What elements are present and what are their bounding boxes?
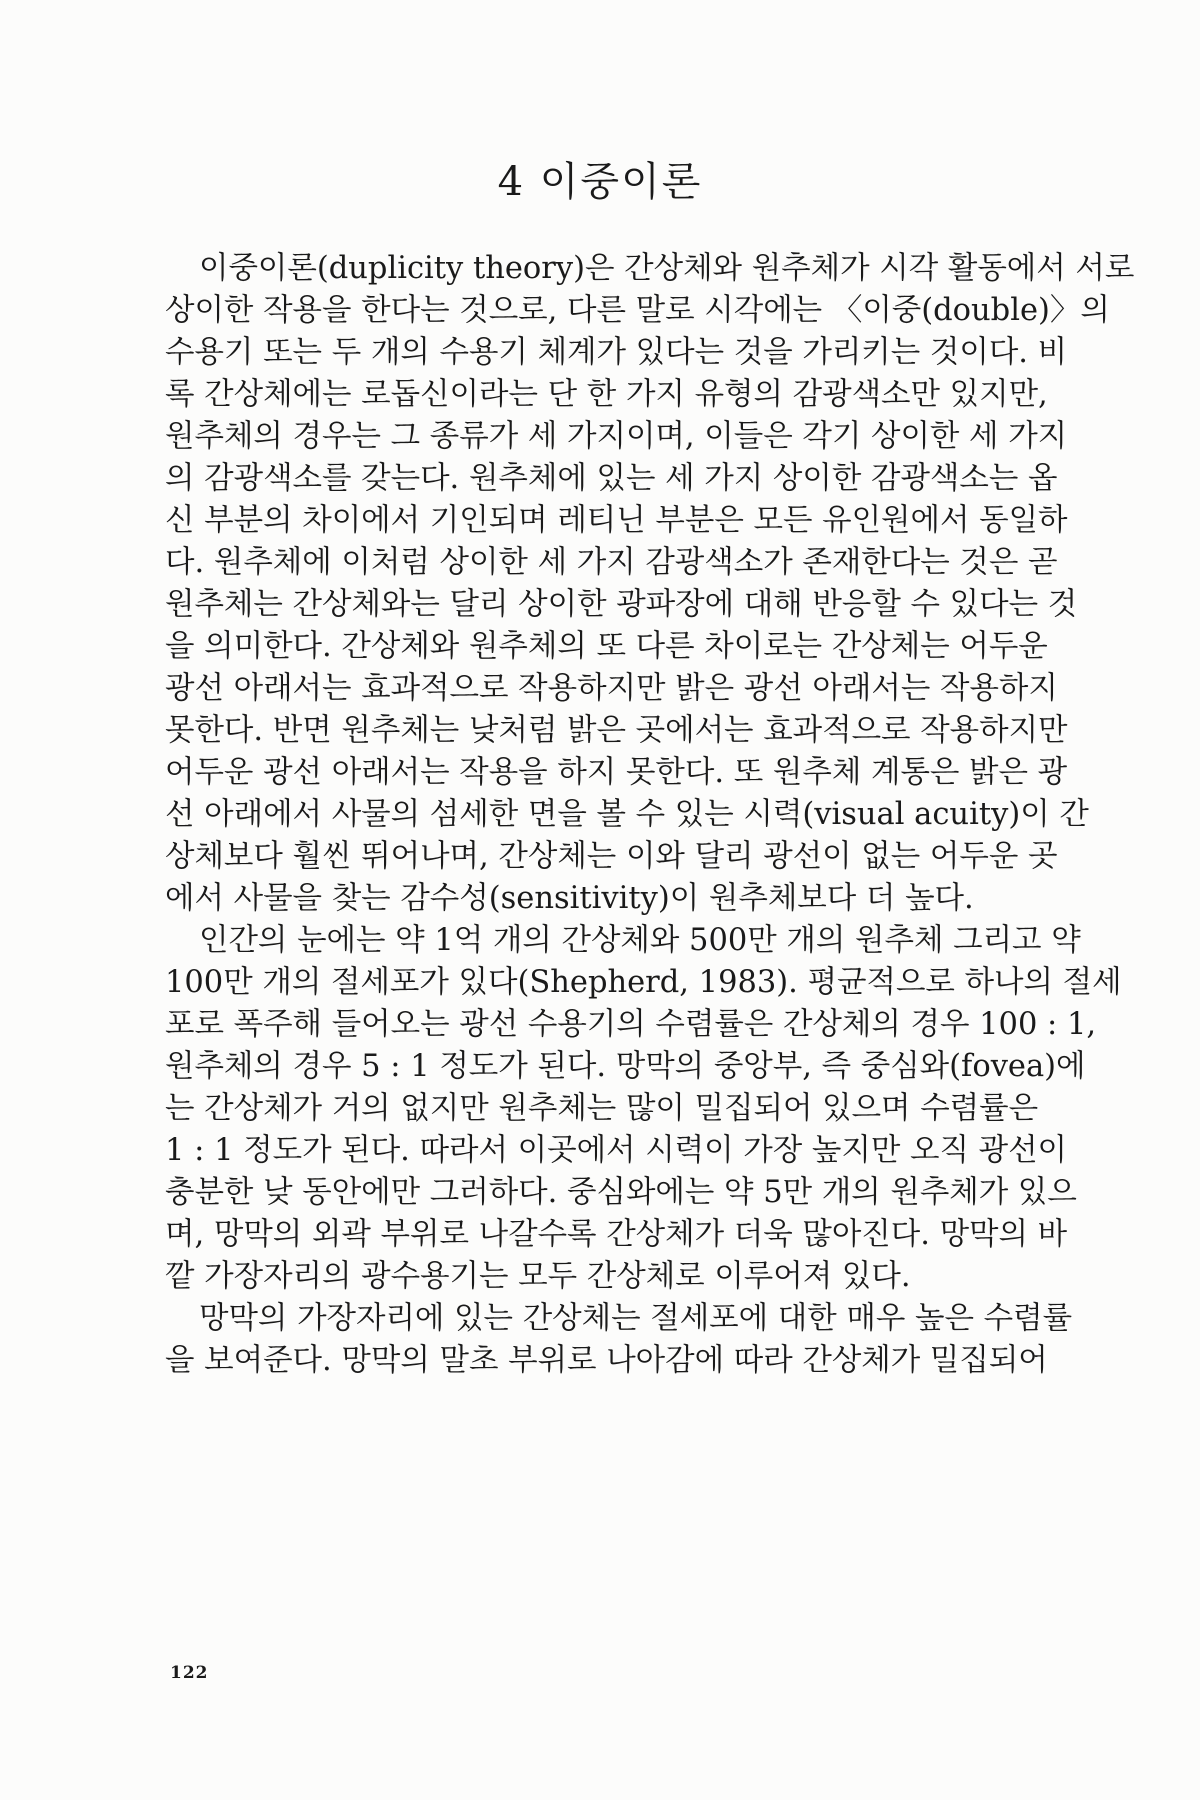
text-line: 충분한 낮 동안에만 그러하다. 중심와에는 약 5만 개의 원추체가 있으 [165,1175,1077,1210]
text-line: 상체보다 훨씬 뛰어나며, 간상체는 이와 달리 광선이 없는 어두운 곳 [165,839,1058,874]
text-line: 원추체의 경우 5 : 1 정도가 된다. 망막의 중앙부, 즉 중심와(fovea)에 [165,1049,1086,1084]
text-line: 광선 아래서는 효과적으로 작용하지만 밝은 광선 아래서는 작용하지 [165,671,1058,706]
text-line: 상이한 작용을 한다는 것으로, 다른 말로 시각에는 〈이중(double)〉의 [165,293,1110,328]
text-line: 선 아래에서 사물의 섬세한 면을 볼 수 있는 시력(visual acuity)이 간 [165,797,1089,832]
text-line: 100만 개의 절세포가 있다(Shepherd, 1983). 평균적으로 하나의 절세 [165,965,1122,1000]
text-line: 을 보여준다. 망막의 말초 부위로 나아감에 따라 간상체가 밀집되어 [165,1343,1048,1378]
text-line: 신 부분의 차이에서 기인되며 레티닌 부분은 모든 유인원에서 동일하 [165,503,1068,538]
body-text [165,248,1135,1382]
text-line: 이중이론(duplicity theory)은 간상체와 원추체가 시각 활동에서 서로 [199,251,1135,286]
text-line: 을 의미한다. 간상체와 원추체의 또 다른 차이로는 간상체는 어두운 [165,629,1048,664]
page-number: 122 [170,1663,209,1683]
text-line: 1 : 1 정도가 된다. 따라서 이곳에서 시력이 가장 높지만 오직 광선이 [165,1133,1068,1168]
text-line: 며, 망막의 외곽 부위로 나갈수록 간상체가 더욱 많아진다. 망막의 바 [165,1217,1068,1252]
text-line: 어두운 광선 아래서는 작용을 하지 못한다. 또 원추체 계통은 밝은 광 [165,755,1068,790]
text-line: 깥 가장자리의 광수용기는 모두 간상체로 이루어져 있다. [165,1259,911,1294]
text-line: 원추체의 경우는 그 종류가 세 가지이며, 이들은 각기 상이한 세 가지 [165,419,1068,454]
text-line: 는 간상체가 거의 없지만 원추체는 많이 밀집되어 있으며 수렴률은 [165,1091,1039,1126]
text-line: 원추체는 간상체와는 달리 상이한 광파장에 대해 반응할 수 있다는 것 [165,587,1078,622]
text-line: 못한다. 반면 원추체는 낮처럼 밝은 곳에서는 효과적으로 작용하지만 [165,713,1068,748]
text-line: 수용기 또는 두 개의 수용기 체계가 있다는 것을 가리키는 것이다. 비 [165,335,1068,370]
text-line: 인간의 눈에는 약 1억 개의 간상체와 500만 개의 원추체 그리고 약 [199,923,1081,958]
text-line: 에서 사물을 찾는 감수성(sensitivity)이 원추체보다 더 높다. [165,881,974,916]
text-line: 포로 폭주해 들어오는 광선 수용기의 수렴률은 간상체의 경우 100 : 1, [165,1007,1097,1042]
text-line: 망막의 가장자리에 있는 간상체는 절세포에 대한 매우 높은 수렴률 [199,1301,1073,1336]
text-line: 의 감광색소를 갖는다. 원추체에 있는 세 가지 상이한 감광색소는 옵 [165,461,1058,496]
text-line: 다. 원추체에 이처럼 상이한 세 가지 감광색소가 존재한다는 것은 곧 [165,545,1058,580]
text-line: 록 간상체에는 로돕신이라는 단 한 가지 유형의 감광색소만 있지만, [165,377,1048,412]
section-title: 4 이중이론 [497,159,703,205]
